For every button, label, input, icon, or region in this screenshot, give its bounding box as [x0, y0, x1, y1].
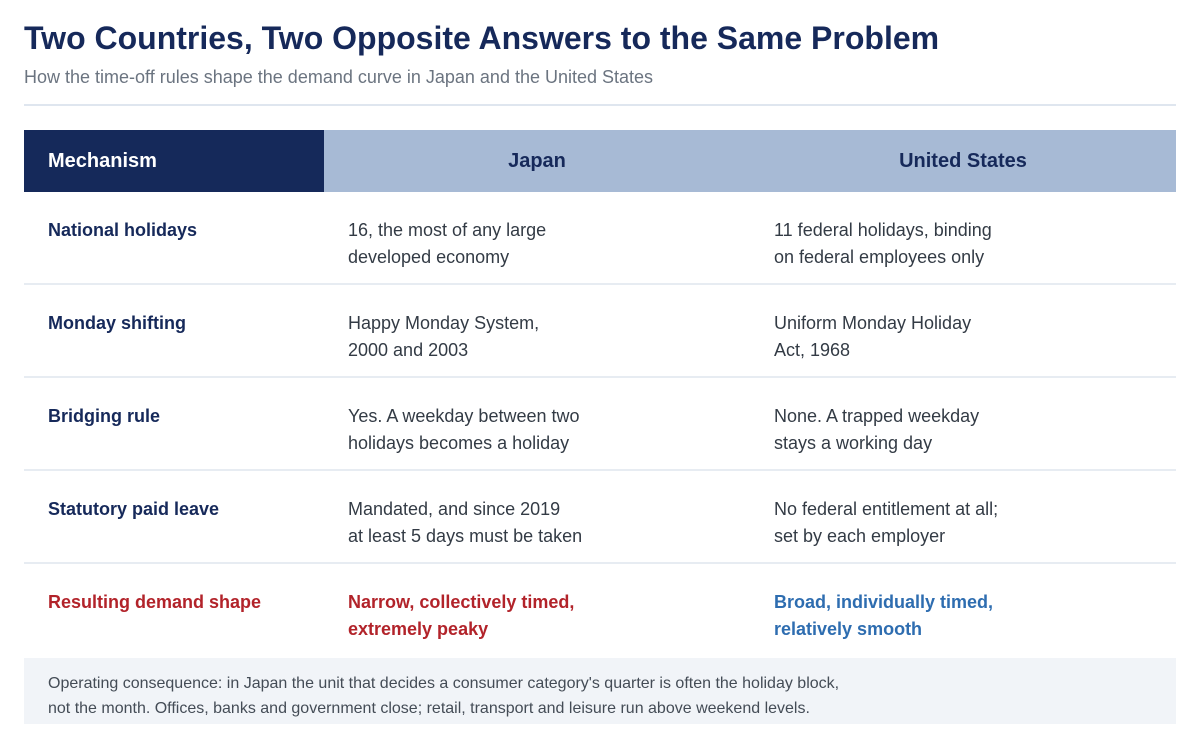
cell-line: None. A trapped weekday	[774, 406, 980, 426]
page-title: Two Countries, Two Opposite Answers to the Same Problem	[24, 20, 940, 56]
divider	[24, 104, 1176, 106]
japan-cell	[324, 192, 774, 283]
mechanism-cell: Resulting demand shape	[48, 592, 262, 612]
comparison-table	[24, 130, 1176, 659]
table-header	[24, 130, 1176, 192]
us-cell	[774, 564, 1176, 659]
us-cell	[774, 378, 1176, 469]
cell-line: Mandated, and since 2019	[348, 499, 561, 519]
us-cell	[774, 471, 1176, 562]
cell-line: holidays becomes a holiday	[348, 433, 570, 453]
cell-line: Uniform Monday Holiday	[774, 313, 972, 333]
cell-line: Act, 1968	[774, 340, 851, 360]
mechanism-cell: Monday shifting	[48, 313, 186, 333]
cell-line: 11 federal holidays, binding	[774, 220, 992, 240]
japan-cell	[324, 564, 774, 659]
header-japan: Japan	[324, 130, 750, 192]
cell-line: Broad, individually timed,	[774, 592, 994, 612]
page-subtitle: How the time-off rules shape the demand curve in Japan and the United States	[24, 67, 654, 87]
mechanism-cell: Bridging rule	[48, 406, 160, 426]
cell-line: developed economy	[348, 247, 510, 267]
japan-cell	[324, 378, 774, 469]
cell-line: on federal employees only	[774, 247, 985, 267]
note-line: not the month. Offices, banks and government close; retail, transport and leisure run above weekend levels.	[48, 700, 810, 717]
cell-line: set by each employer	[774, 526, 946, 546]
operating-consequence-note	[24, 658, 1176, 724]
cell-line: Narrow, collectively timed,	[348, 592, 575, 612]
cell-line: 2000 and 2003	[348, 340, 469, 360]
us-cell	[774, 285, 1176, 376]
cell-line: 16, the most of any large	[348, 220, 547, 240]
cell-line: Yes. A weekday between two	[348, 406, 580, 426]
header-united-states: United States	[750, 130, 1176, 192]
note-line: Operating consequence: in Japan the unit that decides a consumer category's quarter is often the holiday block,	[48, 675, 840, 692]
table-row	[24, 471, 1176, 564]
cell-line: Happy Monday System,	[348, 313, 540, 333]
cell-line: at least 5 days must be taken	[348, 526, 583, 546]
japan-cell	[324, 285, 774, 376]
summary-row	[24, 564, 1176, 659]
japan-cell	[324, 471, 774, 562]
table-row	[24, 285, 1176, 378]
us-cell	[774, 192, 1176, 283]
cell-line: stays a working day	[774, 433, 933, 453]
cell-line: relatively smooth	[774, 619, 923, 639]
table-row	[24, 378, 1176, 471]
mechanism-cell: National holidays	[48, 220, 198, 240]
cell-line: extremely peaky	[348, 619, 489, 639]
table-row	[24, 192, 1176, 285]
cell-line: No federal entitlement at all;	[774, 499, 999, 519]
mechanism-cell: Statutory paid leave	[48, 499, 220, 519]
header-mechanism: Mechanism	[24, 130, 324, 192]
